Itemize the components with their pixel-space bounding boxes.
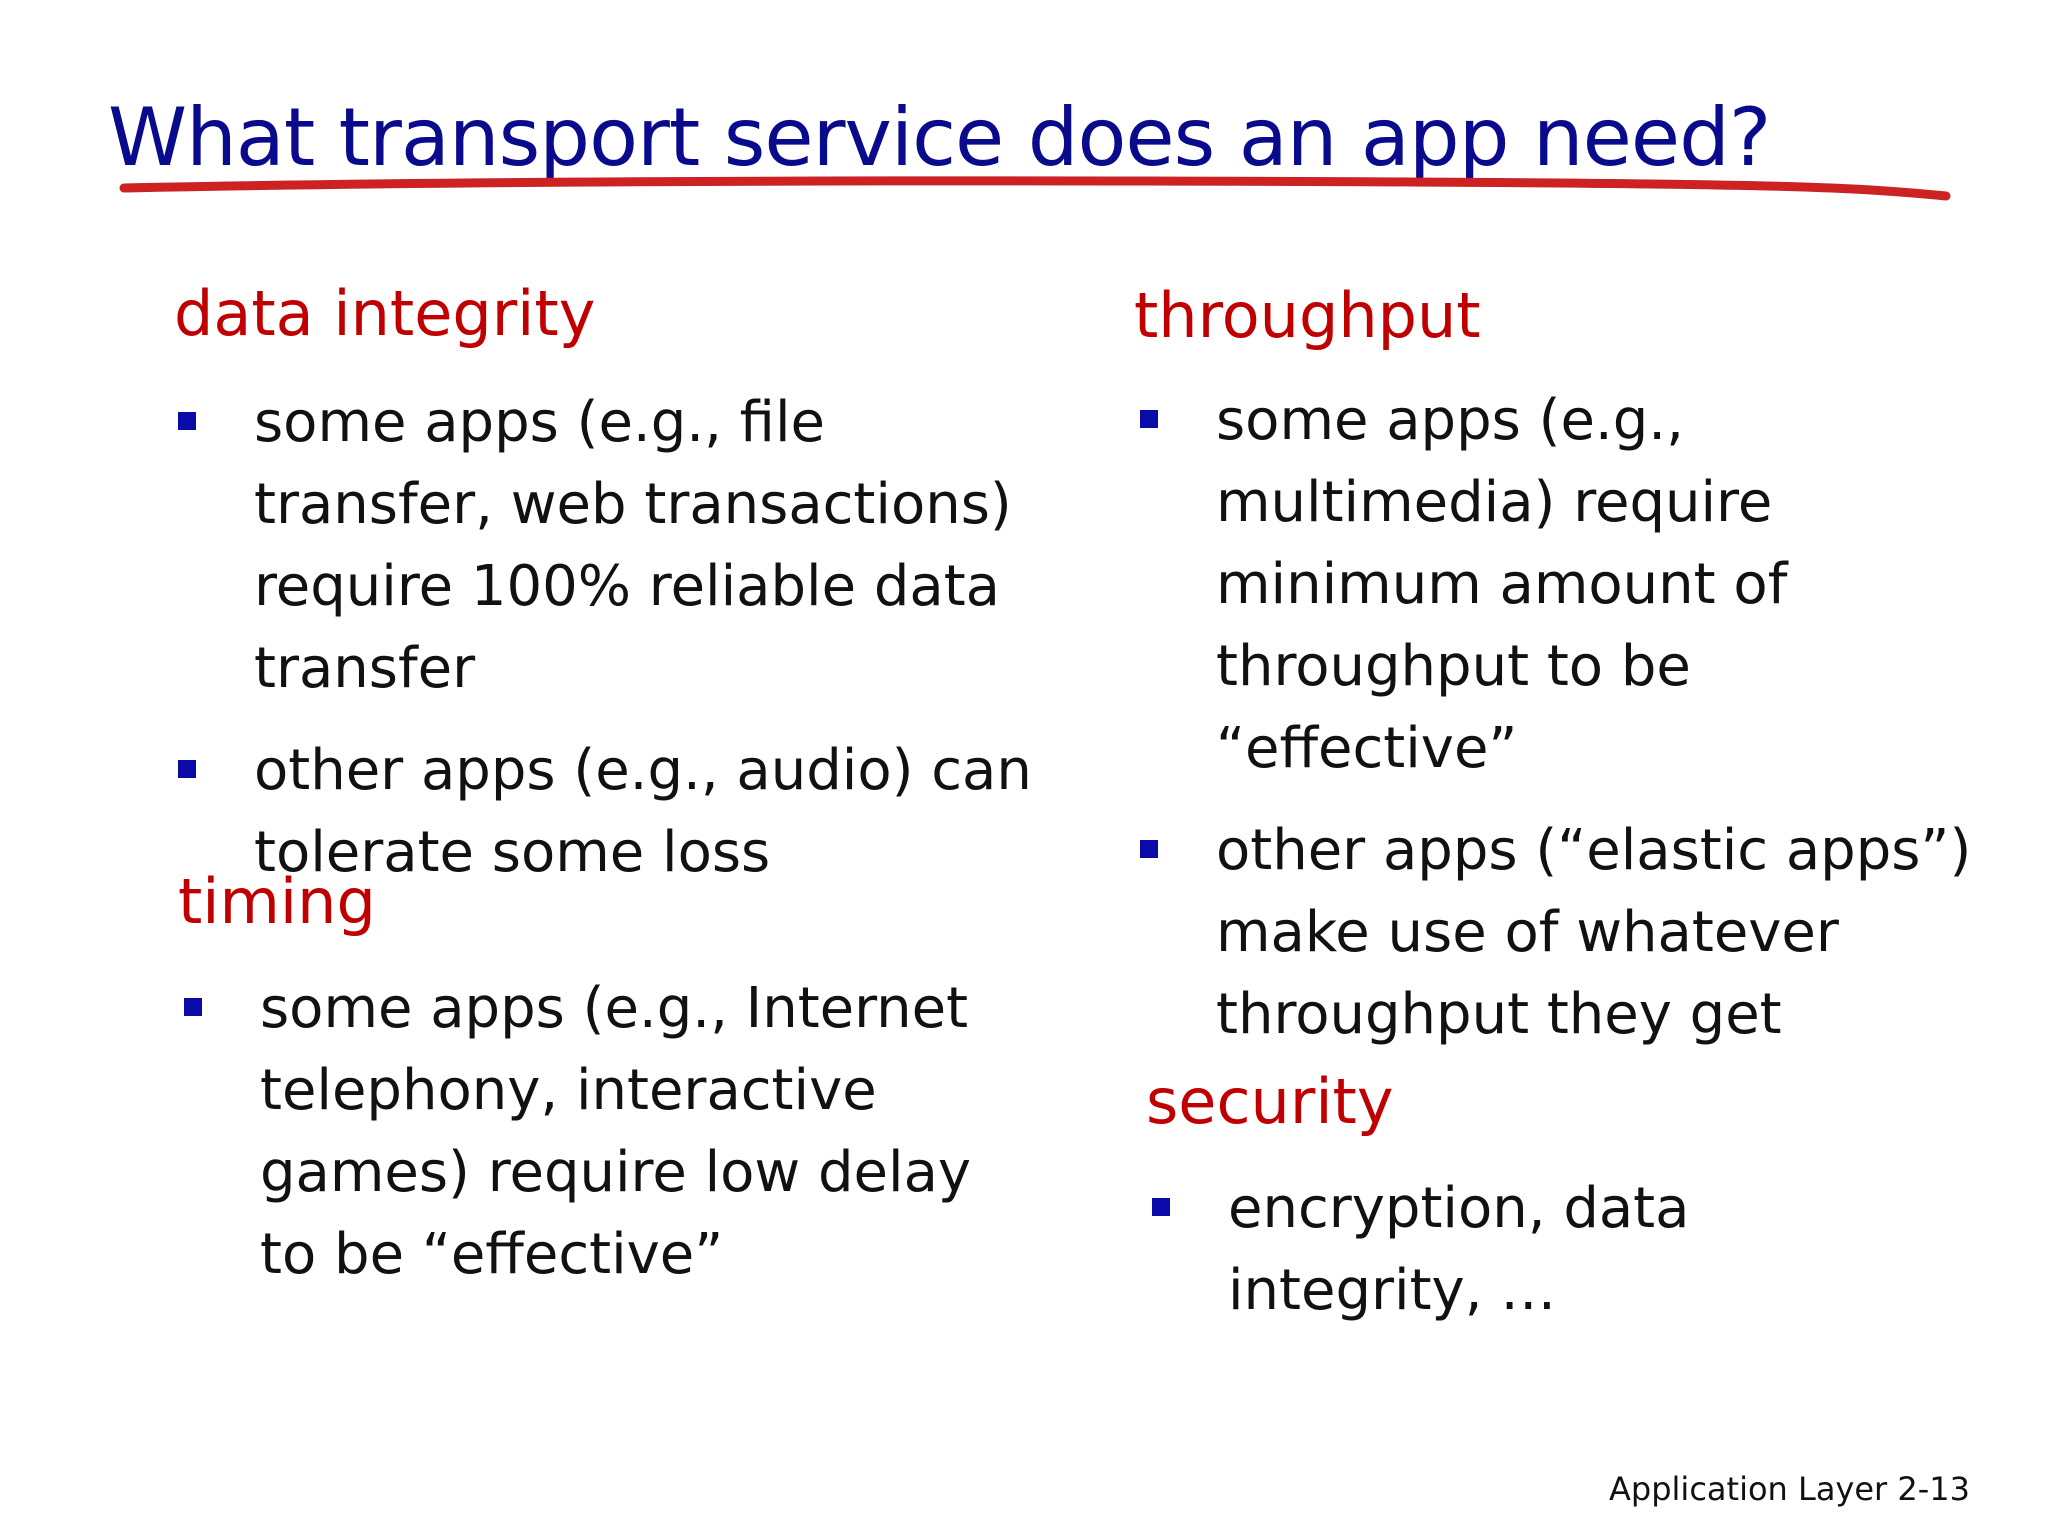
square-bullet-icon [1140, 410, 1158, 428]
square-bullet-icon [1152, 1198, 1170, 1216]
square-bullet-icon [178, 412, 196, 430]
bullet-text: encryption, data integrity, … [1228, 1176, 1690, 1323]
footer-page-label: Application Layer 2-13 [1609, 1470, 1970, 1508]
security-list [1152, 1168, 1952, 1332]
square-bullet-icon [1140, 840, 1158, 858]
title-underline-stroke [124, 181, 1946, 196]
heading-security: security [1146, 1065, 1394, 1138]
square-bullet-icon [178, 760, 196, 778]
slide-title: What transport service does an app need? [108, 91, 1771, 184]
throughput-list [1140, 380, 2000, 1056]
bullet-text: some apps (e.g., multimedia) require minimum amount of throughput to be “effective” [1216, 388, 1788, 781]
list-item [1140, 380, 2000, 790]
bullet-text: some apps (e.g., Internet telephony, interactive games) require low delay to be “effective” [260, 976, 972, 1287]
list-item [178, 382, 1078, 710]
square-bullet-icon [184, 998, 202, 1016]
bullet-text: some apps (e.g., file transfer, web transactions) require 100% reliable data transfer [254, 390, 1012, 701]
title-underline [110, 170, 1960, 210]
list-item [184, 968, 1004, 1296]
bullet-text: other apps (e.g., audio) can tolerate some loss [254, 738, 1032, 885]
data-integrity-list [178, 382, 1078, 894]
heading-throughput: throughput [1134, 279, 1481, 352]
bullet-text: other apps (“elastic apps”) make use of whatever throughput they get [1216, 818, 1972, 1047]
heading-data-integrity: data integrity [174, 277, 596, 350]
timing-list [184, 968, 1004, 1296]
list-item [1140, 810, 2000, 1056]
list-item [1152, 1168, 1952, 1332]
heading-timing: timing [178, 865, 376, 938]
